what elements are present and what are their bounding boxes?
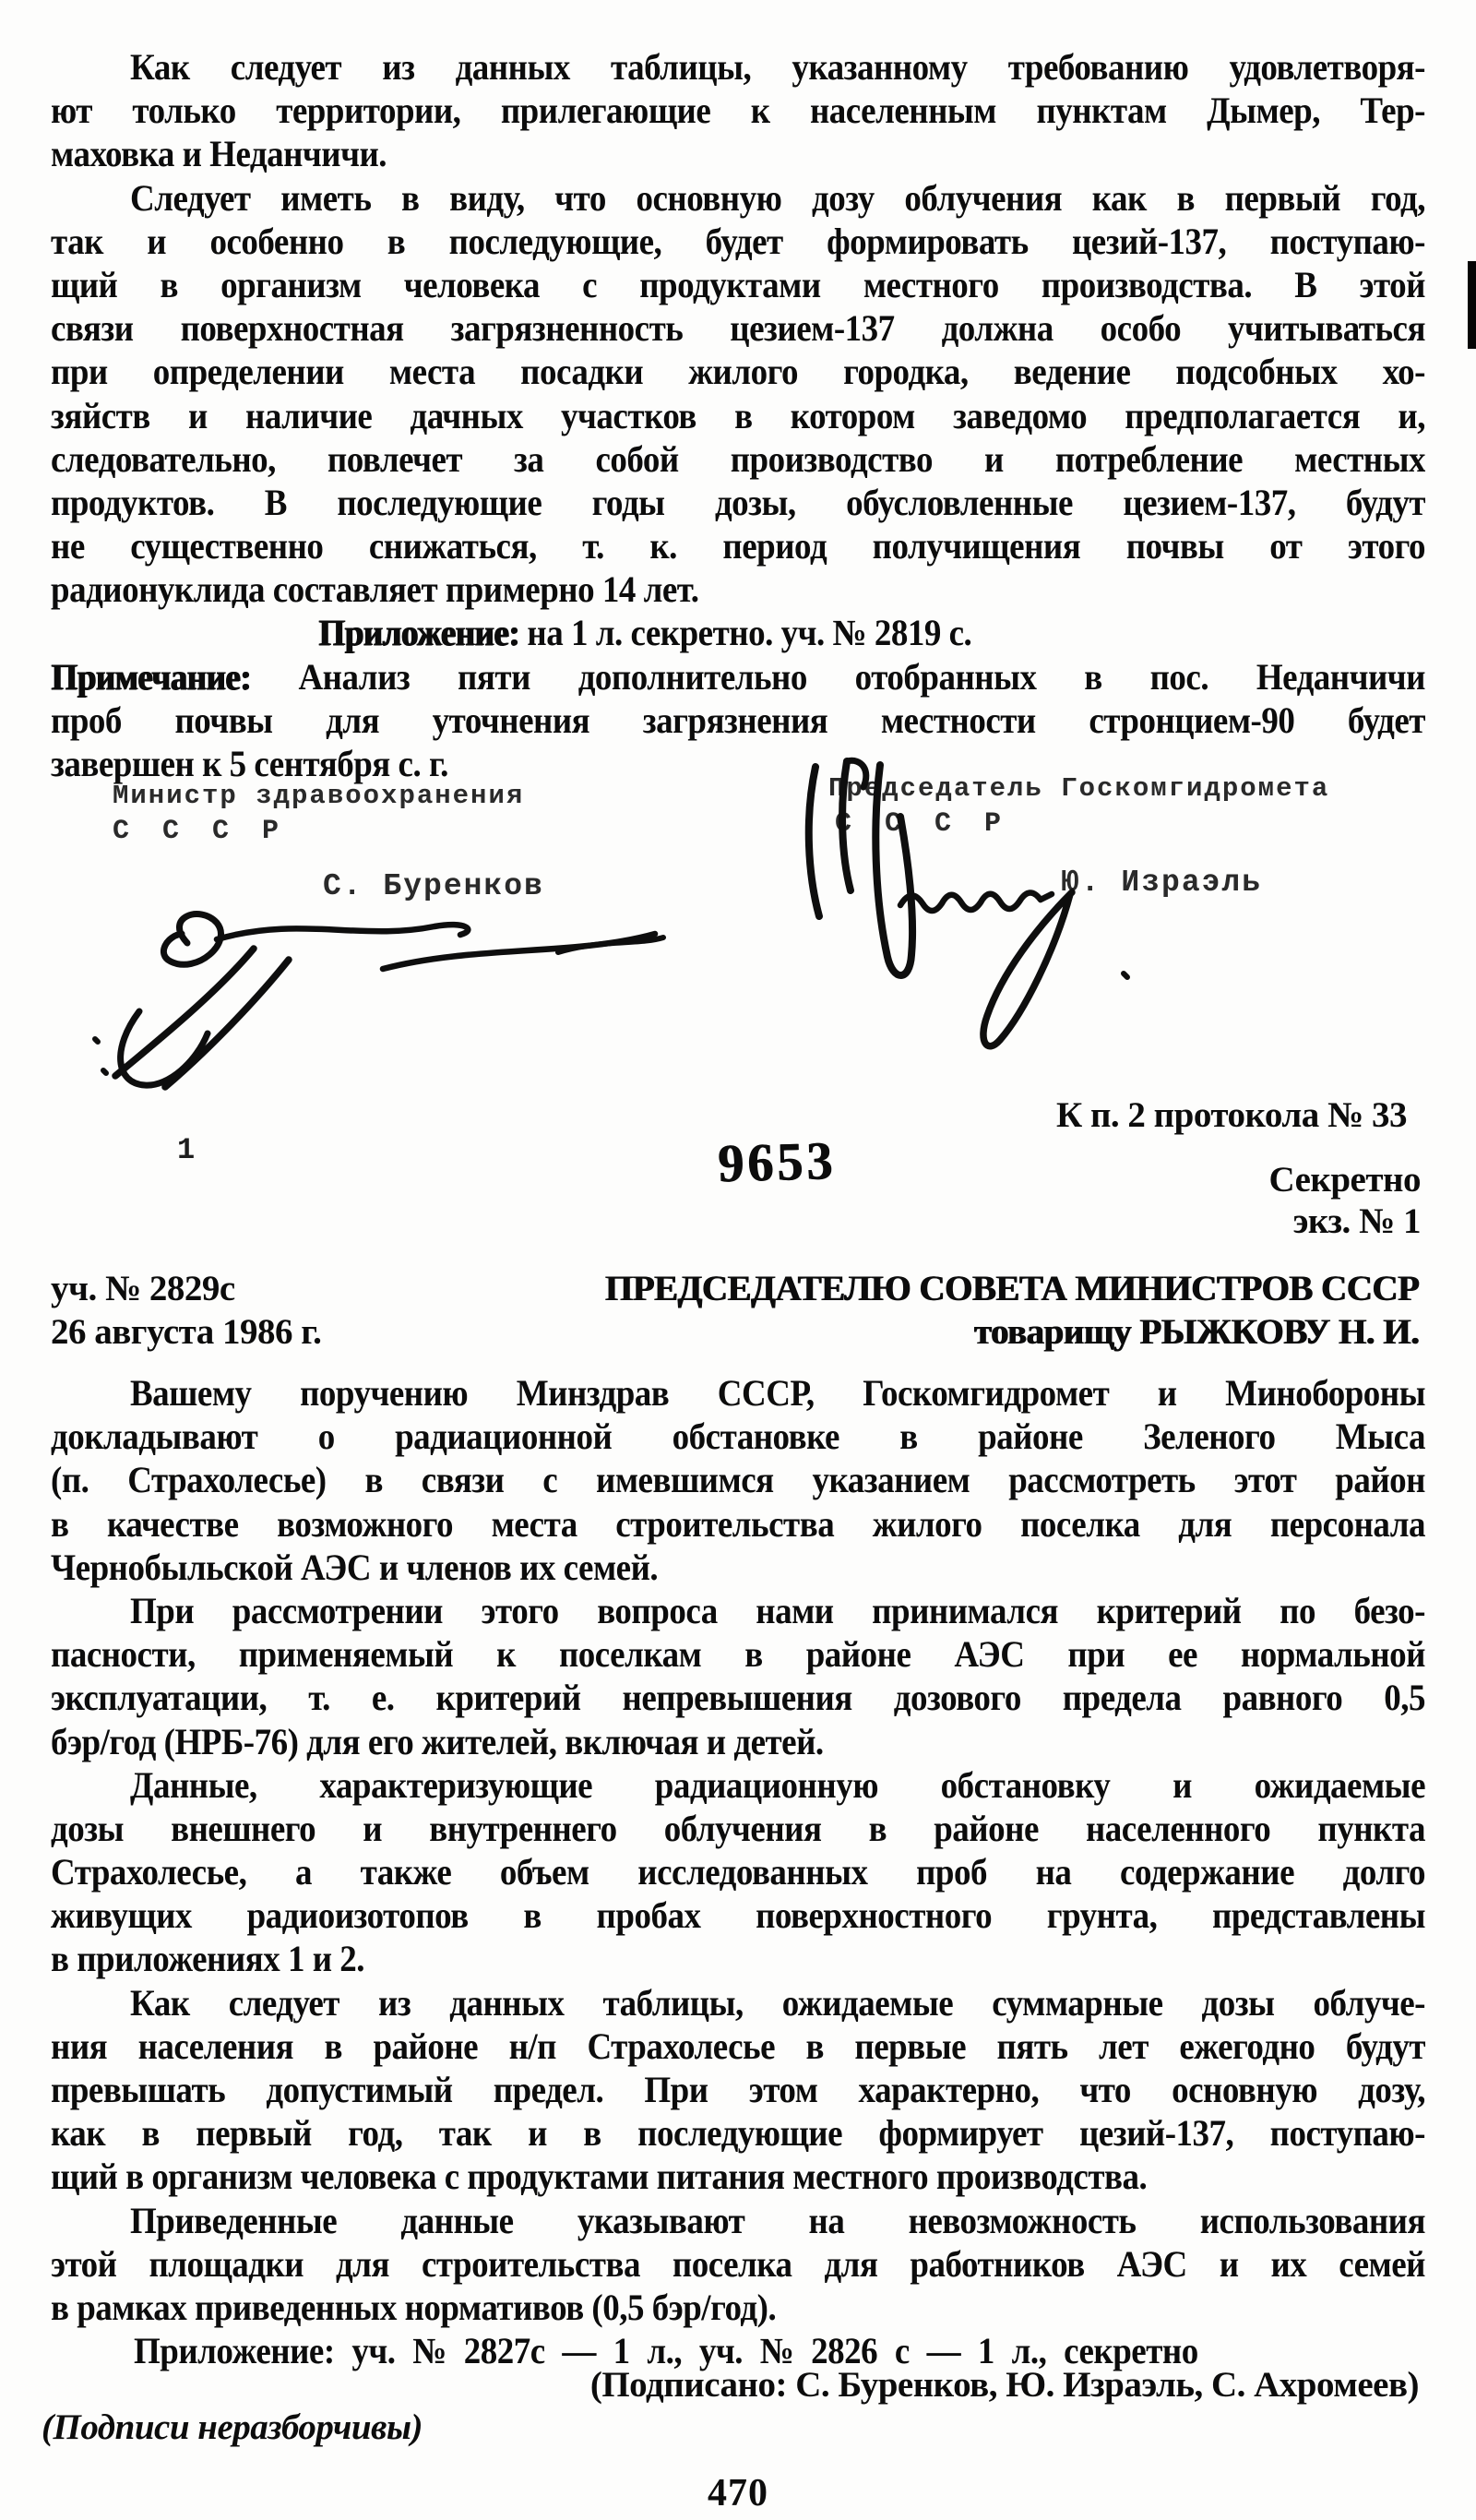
- doc2-date: 26 августа 1986 г.: [51, 1312, 322, 1352]
- text-line: Следует иметь в виду, что основную дозу облучения как в первый год,: [130, 177, 1425, 220]
- illegible-signatures-note: (Подписи неразборчивы): [42, 2407, 423, 2447]
- text-line: связи поверхностная загрязненность цезием-137 должна особо учитываться: [51, 308, 1425, 350]
- text-line: пасности, применяемый к поселкам в районе АЭС при ее нормальной: [51, 1634, 1425, 1676]
- text-line: дозы внешнего и внутреннего облучения в районе населенного пункта: [51, 1809, 1425, 1850]
- text-line: так и особенно в последующие, будет формировать цезий-137, поступаю-: [51, 221, 1425, 263]
- text-line: не существенно снижаться, т. к. период получищения почвы от этого: [51, 526, 1425, 567]
- copy-number-label: экз. № 1: [1292, 1201, 1421, 1241]
- burenkov-name: С. Буренков: [323, 869, 544, 903]
- text-line: ют только территории, прилегающие к населенным пунктам Дымер, Тер-: [51, 90, 1425, 132]
- text-line: в качестве возможного места строительства жилого поселка для персонала: [51, 1503, 1425, 1546]
- scan-edge-artifact: [1468, 261, 1476, 349]
- addressee-line-1: ПРЕДСЕДАТЕЛЮ СОВЕТА МИНИСТРОВ СССР: [604, 1269, 1419, 1308]
- text-line: следовательно, повлечет за собой производство и потребление местных: [51, 439, 1425, 481]
- text-line: превышать допустимый предел. При этом характерно, что основную дозу,: [51, 2070, 1425, 2111]
- text-line: завершен к 5 сентября с. г.: [51, 744, 448, 785]
- text-line: Данные, характеризующие радиационную обстановку и ожидаемые: [130, 1765, 1425, 1807]
- text-line: как в первый год, так и в последующие формирует цезий-137, поступаю-: [51, 2113, 1425, 2155]
- text-line: Как следует из данных таблицы, указанному требованию удовлетворя-: [130, 47, 1425, 89]
- minister-org: С С С Р: [113, 816, 288, 847]
- doc2-body-text: [51, 1372, 1425, 2373]
- text-line: в рамках приведенных нормативов (0,5 бэр/год).: [51, 2287, 777, 2329]
- text-line: Чернобыльской АЭС и членов их семей.: [51, 1547, 659, 1589]
- izrael-signature: [792, 759, 1161, 1069]
- text-line: Примечание: Анализ пяти дополнительно отобранных в пос. Неданчичи: [51, 656, 1425, 699]
- text-line: зяйств и наличие дачных участков в котором заведомо предполагается и,: [51, 395, 1425, 437]
- text-line: щий в организм человека с продуктами питания местного производства.: [51, 2156, 1148, 2199]
- protocol-reference: К п. 2 протокола № 33: [1055, 1095, 1407, 1135]
- secret-label: Секретно: [1268, 1160, 1421, 1200]
- chairman-org: С С С Р: [835, 808, 1010, 840]
- text-line: этой площадки для строительства поселка для работников АЭС и их семей: [51, 2244, 1425, 2286]
- text-line: маховка и Неданчичи.: [51, 134, 387, 176]
- text-line: Приложение: на 1 л. секретно. уч. № 2819 с.: [318, 613, 972, 655]
- izrael-name: Ю. Израэль: [1061, 866, 1263, 900]
- addressee-line-2: товарищу РЫЖКОВУ Н. И.: [973, 1312, 1419, 1352]
- text-line: при определении места посадки жилого городка, ведение подсобных хо-: [51, 352, 1425, 393]
- book-page-number: 470: [708, 2472, 768, 2514]
- text-line: бэр/год (НРБ-76) для его жителей, включая и детей.: [51, 1721, 824, 1763]
- burenkov-signature: [78, 902, 669, 1092]
- text-line: Приложение: уч. № 2827с — 1 л., уч. № 2826 с — 1 л., секретно: [134, 2331, 1198, 2372]
- text-line: эксплуатации, т. е. критерий непревышения дозового предела равного 0,5: [51, 1678, 1425, 1719]
- doc1-body-text: [51, 46, 1425, 786]
- text-line: щий в организм человека с продуктами местного производства. В этой: [51, 265, 1425, 306]
- text-line: живущих радиоизотопов в пробах поверхностного грунта, представлены: [51, 1895, 1425, 1937]
- text-line: ния населения в районе н/п Страхолесье в первые пять лет ежегодно будут: [51, 2026, 1425, 2068]
- doc2-reg-number: уч. № 2829с: [51, 1269, 235, 1308]
- minister-title: Министр здравоохранения: [113, 781, 525, 811]
- bold-run-in-label: Примечание:: [51, 656, 251, 699]
- text-line: Страхолесье, а также объем исследованных проб на содержание долго: [51, 1852, 1425, 1893]
- text-line: При рассмотрении этого вопроса нами принимался критерий по безо-: [130, 1591, 1425, 1632]
- text-line: продуктов. В последующие годы дозы, обусловленные цезием-137, будут: [51, 483, 1425, 524]
- text-line: докладывают о радиационной обстановке в районе Зеленого Мыса: [51, 1416, 1425, 1458]
- text-line: Приведенные данные указывают на невозможность использования: [130, 2200, 1425, 2242]
- chairman-title: Председатель Госкомгидромета: [828, 773, 1330, 804]
- signed-by-line: (Подписано: С. Буренков, Ю. Израэль, С. Ахромеев): [589, 2365, 1419, 2405]
- text-line: Как следует из данных таблицы, ожидаемые суммарные дозы облуче-: [130, 1982, 1425, 2024]
- text-line: радионуклида составляет примерно 14 лет.: [51, 569, 699, 611]
- text-line: Вашему поручению Минздрав СССР, Госкомгидромет и Минобороны: [130, 1373, 1425, 1415]
- text-line: проб почвы для уточнения загрязнения местности стронцием-90 будет: [51, 700, 1425, 742]
- text-line: (п. Страхолесье) в связи с имевшимся указанием рассмотреть этот район: [51, 1460, 1425, 1502]
- bold-run-in-label: Приложение:: [318, 613, 519, 655]
- first-doc-sheet-number: 1: [177, 1133, 196, 1167]
- stamp-number: 9653: [717, 1130, 837, 1195]
- text-line: в приложениях 1 и 2.: [51, 1939, 365, 1981]
